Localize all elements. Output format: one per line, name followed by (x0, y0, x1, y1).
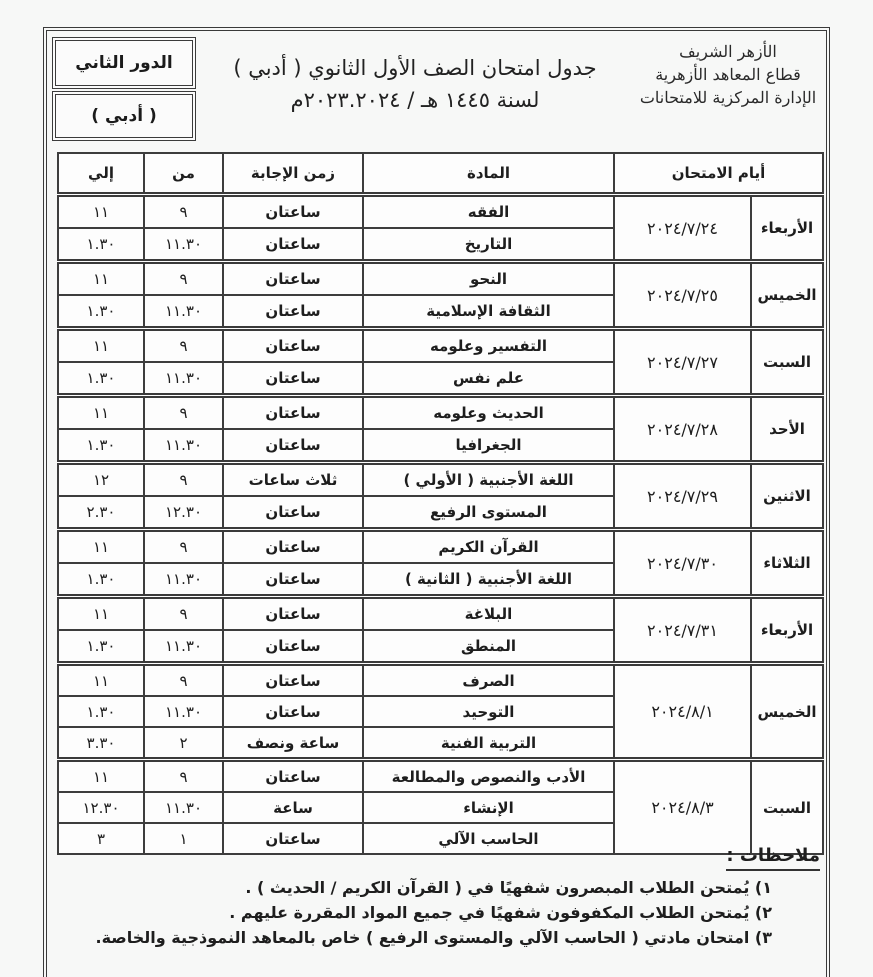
duration-cell: ساعتان (223, 630, 363, 664)
start-time-cell: ٩ (144, 664, 223, 697)
end-time-cell: ١١ (58, 396, 144, 430)
duration-cell: ساعتان (223, 362, 363, 396)
table-row (58, 530, 823, 564)
document-title (205, 52, 625, 116)
exam-day: الأحد (751, 396, 823, 463)
end-time-cell: ١.٣٠ (58, 362, 144, 396)
exam-date: ٢٠٢٤/٧/٢٥ (614, 262, 751, 329)
notes-section (90, 843, 820, 950)
header-duration: زمن الإجابة (223, 153, 363, 195)
exam-schedule-table (57, 152, 824, 855)
end-time-cell: ٣.٣٠ (58, 727, 144, 760)
start-time-cell: ٩ (144, 760, 223, 793)
subject-cell: التربية الفنية (363, 727, 614, 760)
subject-cell: التفسير وعلومه (363, 329, 614, 363)
exam-date: ٢٠٢٤/٧/٣٠ (614, 530, 751, 597)
duration-cell: ساعتان (223, 597, 363, 631)
end-time-cell: ١١ (58, 597, 144, 631)
exam-date: ٢٠٢٤/٧/٢٩ (614, 463, 751, 530)
end-time-cell: ١٢.٣٠ (58, 792, 144, 823)
header-from: من (144, 153, 223, 195)
start-time-cell: ٩ (144, 396, 223, 430)
end-time-cell: ١١ (58, 262, 144, 296)
subject-cell: البلاغة (363, 597, 614, 631)
exam-date: ٢٠٢٤/٨/١ (614, 664, 751, 760)
notes-title: ملاحظات : (726, 843, 820, 871)
end-time-cell: ١١ (58, 329, 144, 363)
subject-cell: الحاسب الآلي (363, 823, 614, 854)
duration-cell: ساعة ونصف (223, 727, 363, 760)
start-time-cell: ١٢.٣٠ (144, 496, 223, 530)
end-time-cell: ١.٣٠ (58, 630, 144, 664)
exam-day: الثلاثاء (751, 530, 823, 597)
al-azhar-logo (628, 40, 828, 109)
start-time-cell: ٩ (144, 530, 223, 564)
end-time-cell: ١.٣٠ (58, 228, 144, 262)
duration-cell: ساعتان (223, 664, 363, 697)
start-time-cell: ١ (144, 823, 223, 854)
table-row (58, 664, 823, 697)
exam-date: ٢٠٢٤/٨/٣ (614, 760, 751, 855)
subject-cell: النحو (363, 262, 614, 296)
duration-cell: ساعة (223, 792, 363, 823)
table-row (58, 760, 823, 793)
duration-cell: ساعتان (223, 396, 363, 430)
note-item: ١) يُمتحن الطلاب المبصرون شفهيًا في ( القرآن الكريم / الحديث ) . (245, 878, 772, 897)
end-time-cell: ١.٣٠ (58, 696, 144, 727)
end-time-cell: ١١ (58, 530, 144, 564)
duration-cell: ساعتان (223, 530, 363, 564)
start-time-cell: ٩ (144, 597, 223, 631)
start-time-cell: ٩ (144, 195, 223, 229)
table-header-row (58, 153, 823, 195)
start-time-cell: ١١.٣٠ (144, 792, 223, 823)
subject-cell: اللغة الأجنبية ( الثانية ) (363, 563, 614, 597)
end-time-cell: ١.٣٠ (58, 563, 144, 597)
duration-cell: ساعتان (223, 329, 363, 363)
exam-day: السبت (751, 329, 823, 396)
exam-round-label: الدور الثاني (75, 53, 173, 73)
duration-cell: ساعتان (223, 228, 363, 262)
exam-day: السبت (751, 760, 823, 855)
table-row (58, 463, 823, 497)
branch-box (52, 91, 196, 141)
exam-day: الأربعاء (751, 597, 823, 664)
duration-cell: ثلاث ساعات (223, 463, 363, 497)
start-time-cell: ١١.٣٠ (144, 295, 223, 329)
start-time-cell: ٩ (144, 463, 223, 497)
end-time-cell: ١١ (58, 760, 144, 793)
end-time-cell: ١٢ (58, 463, 144, 497)
subject-cell: علم نفس (363, 362, 614, 396)
subject-cell: الإنشاء (363, 792, 614, 823)
exam-date: ٢٠٢٤/٧/٢٤ (614, 195, 751, 262)
header-subject: المادة (363, 153, 614, 195)
exam-day: الخميس (751, 262, 823, 329)
table-row (58, 195, 823, 229)
subject-cell: التوحيد (363, 696, 614, 727)
duration-cell: ساعتان (223, 760, 363, 793)
exam-round-box (52, 37, 196, 89)
table-row (58, 597, 823, 631)
table-body (58, 195, 823, 855)
duration-cell: ساعتان (223, 429, 363, 463)
table-row (58, 262, 823, 296)
subject-cell: الجغرافيا (363, 429, 614, 463)
duration-cell: ساعتان (223, 195, 363, 229)
header-to: إلي (58, 153, 144, 195)
subject-cell: الثقافة الإسلامية (363, 295, 614, 329)
exam-date: ٢٠٢٤/٧/٢٨ (614, 396, 751, 463)
start-time-cell: ١١.٣٠ (144, 563, 223, 597)
subject-cell: الفقه (363, 195, 614, 229)
end-time-cell: ١١ (58, 664, 144, 697)
logo-line: الأزهر الشريف (679, 42, 777, 61)
start-time-cell: ٩ (144, 262, 223, 296)
duration-cell: ساعتان (223, 496, 363, 530)
logo-line: الإدارة المركزية للامتحانات (639, 88, 817, 107)
branch-label: ( أدبي ) (91, 106, 157, 126)
table-row (58, 329, 823, 363)
start-time-cell: ١١.٣٠ (144, 362, 223, 396)
start-time-cell: ٢ (144, 727, 223, 760)
subject-cell: الصرف (363, 664, 614, 697)
start-time-cell: ١١.٣٠ (144, 429, 223, 463)
subject-cell: المستوى الرفيع (363, 496, 614, 530)
duration-cell: ساعتان (223, 823, 363, 854)
subject-cell: اللغة الأجنبية ( الأولي ) (363, 463, 614, 497)
exam-day: الاثنين (751, 463, 823, 530)
start-time-cell: ١١.٣٠ (144, 630, 223, 664)
subject-cell: الأدب والنصوص والمطالعة (363, 760, 614, 793)
start-time-cell: ٩ (144, 329, 223, 363)
exam-date: ٢٠٢٤/٧/٣١ (614, 597, 751, 664)
end-time-cell: ١.٣٠ (58, 429, 144, 463)
exam-day: الخميس (751, 664, 823, 760)
end-time-cell: ٣ (58, 823, 144, 854)
subject-cell: المنطق (363, 630, 614, 664)
subject-cell: القرآن الكريم (363, 530, 614, 564)
start-time-cell: ١١.٣٠ (144, 696, 223, 727)
start-time-cell: ١١.٣٠ (144, 228, 223, 262)
exam-day: الأربعاء (751, 195, 823, 262)
header-exam-days: أيام الامتحان (614, 153, 823, 195)
title-line-1: جدول امتحان الصف الأول الثانوي ( أدبي ) (233, 56, 597, 80)
duration-cell: ساعتان (223, 295, 363, 329)
end-time-cell: ١.٣٠ (58, 295, 144, 329)
duration-cell: ساعتان (223, 563, 363, 597)
end-time-cell: ٢.٣٠ (58, 496, 144, 530)
duration-cell: ساعتان (223, 262, 363, 296)
note-item: ٢) يُمتحن الطلاب المكفوفون شفهيًا في جميع المواد المقررة عليهم . (229, 903, 772, 922)
logo-line: قطاع المعاهد الأزهرية (655, 65, 801, 84)
subject-cell: التاريخ (363, 228, 614, 262)
end-time-cell: ١١ (58, 195, 144, 229)
exam-date: ٢٠٢٤/٧/٢٧ (614, 329, 751, 396)
note-item: ٣) امتحان مادتي ( الحاسب الآلي والمستوى الرفيع ) خاص بالمعاهد النموذجية والخاصة. (95, 928, 772, 947)
duration-cell: ساعتان (223, 696, 363, 727)
subject-cell: الحديث وعلومه (363, 396, 614, 430)
table-row (58, 396, 823, 430)
title-line-2: لسنة ١٤٤٥ هـ / ٢٠٢٣.٢٠٢٤م (290, 88, 540, 112)
